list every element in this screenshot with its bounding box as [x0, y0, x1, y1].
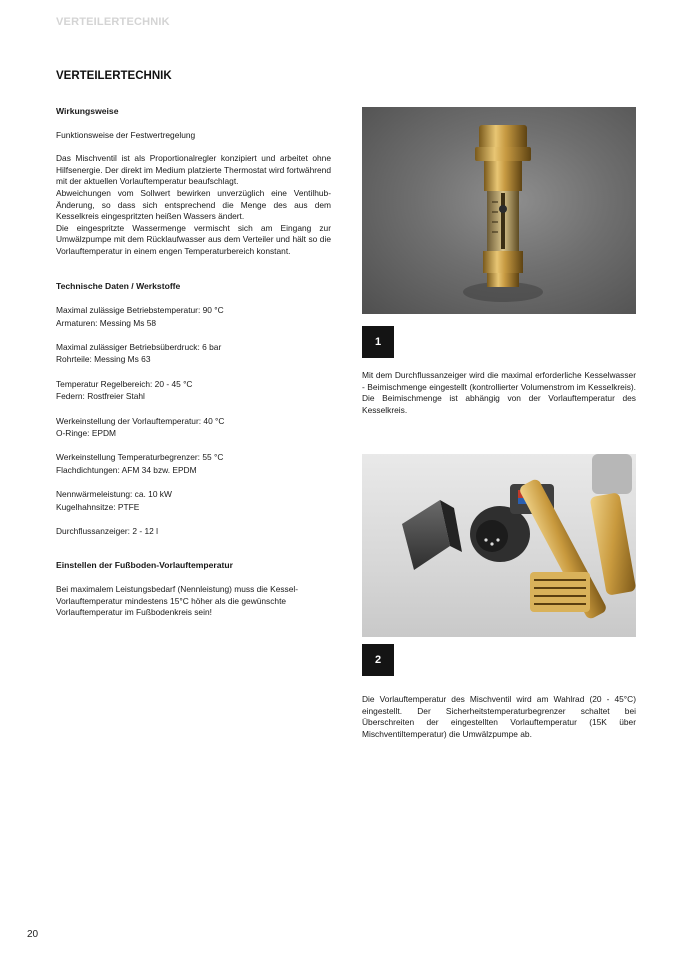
wirkungsweise-paragraph-3: Die eingespritzte Wassermenge vermischt sich am Eingang zur Umwälzpumpe mit dem Rücklaufwasser aus dem Verteiler und hält so die Vorlauftemperatur in einem engen Temperaturbereich konstant. — [56, 222, 331, 256]
spec-line: Flachdichtungen: AFM 34 bzw. EPDM — [56, 464, 197, 475]
spec-line: Nennwärmeleistung: ca. 10 kW — [56, 489, 172, 500]
technische-daten-heading: Technische Daten / Werkstoffe — [56, 280, 181, 291]
spec-line: Federn: Rostfreier Stahl — [56, 391, 145, 402]
flow-indicator-illustration — [362, 107, 636, 314]
figure-number-2: 2 — [362, 644, 394, 676]
running-header: VERTEILERTECHNIK — [56, 16, 170, 28]
spec-item — [56, 451, 331, 476]
spec-line: Temperatur Regelbereich: 20 - 45 °C — [56, 378, 193, 389]
spec-line: Kugelhahnsitze: PTFE — [56, 501, 140, 512]
spec-item — [56, 378, 331, 403]
spec-line: O-Ringe: EPDM — [56, 427, 117, 438]
figure-1-caption: Mit dem Durchflussanzeiger wird die maximal erforderliche Kesselwasser - Beimischmenge eingestellt (kontrollierter Volumenstrom im Kesselkreis). Die Beimischmenge ist abhängig von der Vorlauftemperatur des Kesselkreis. — [362, 370, 636, 415]
spec-line: Armaturen: Messing Ms 58 — [56, 317, 157, 328]
mixing-valve-illustration — [362, 454, 636, 637]
spec-line: Maximal zulässige Betriebstemperatur: 90 °C — [56, 305, 224, 316]
spec-list — [56, 304, 331, 537]
wirkungsweise-paragraph-2: Abweichungen vom Sollwert bewirken unverzüglich eine Ventilhub-Änderung, so dass sich entsprechend die Menge des aus dem Kesselkreis eingespritzten heißen Wassers ändert. — [56, 187, 331, 222]
spec-line: Rohrteile: Messing Ms 63 — [56, 354, 151, 365]
spec-item — [56, 415, 331, 440]
spec-line: Werkeinstellung Temperaturbegrenzer: 55 °C — [56, 452, 224, 463]
flow-indicator-photo — [362, 107, 636, 314]
spec-line: Durchflussanzeiger: 2 - 12 l — [56, 526, 158, 536]
left-column — [56, 106, 331, 619]
einstellen-text: Bei maximalem Leistungsbedarf (Nennleistung) muss die Kessel-Vorlauftemperatur mindestens 15°C höher als die gewünschte Vorlauftemperatur im Fußbodenkreis sein! — [56, 584, 299, 618]
wirkungsweise-paragraph-1: Das Mischventil ist als Proportionalregler konzipiert und arbeitet ohne Hilfsenergie. Der direkt im Medium platzierte Thermostat wird fortwährend mit der aktuellen Vorlauftemperatur beaufschlagt. — [56, 153, 331, 187]
wirkungsweise-heading: Wirkungsweise — [56, 106, 119, 116]
mixing-valve-photo — [362, 454, 636, 637]
page-title: VERTEILERTECHNIK — [56, 70, 172, 82]
page-number: 20 — [27, 929, 39, 940]
figure-number-1: 1 — [362, 326, 394, 358]
spec-line: Werkeinstellung der Vorlauftemperatur: 40 °C — [56, 415, 225, 426]
figure-2-caption: Die Vorlauftemperatur des Mischventil wird am Wahlrad (20 - 45°C) eingestellt. Der Sicherheitstemperaturbegrenzer schaltet bei Überschreiten der eingestellten Vorlauftemperatur (15K über Mischventiltemperatur) die Umwälzpumpe ab. — [362, 694, 636, 739]
einstellen-heading: Einstellen der Fußboden-Vorlauftemperatur — [56, 560, 233, 571]
spec-item — [56, 341, 331, 366]
spec-item — [56, 488, 331, 513]
spec-item — [56, 304, 331, 329]
wirkungsweise-subtitle: Funktionsweise der Festwertregelung — [56, 129, 196, 140]
spec-item — [56, 525, 331, 537]
spec-line: Maximal zulässiger Betriebsüberdruck: 6 bar — [56, 341, 222, 352]
